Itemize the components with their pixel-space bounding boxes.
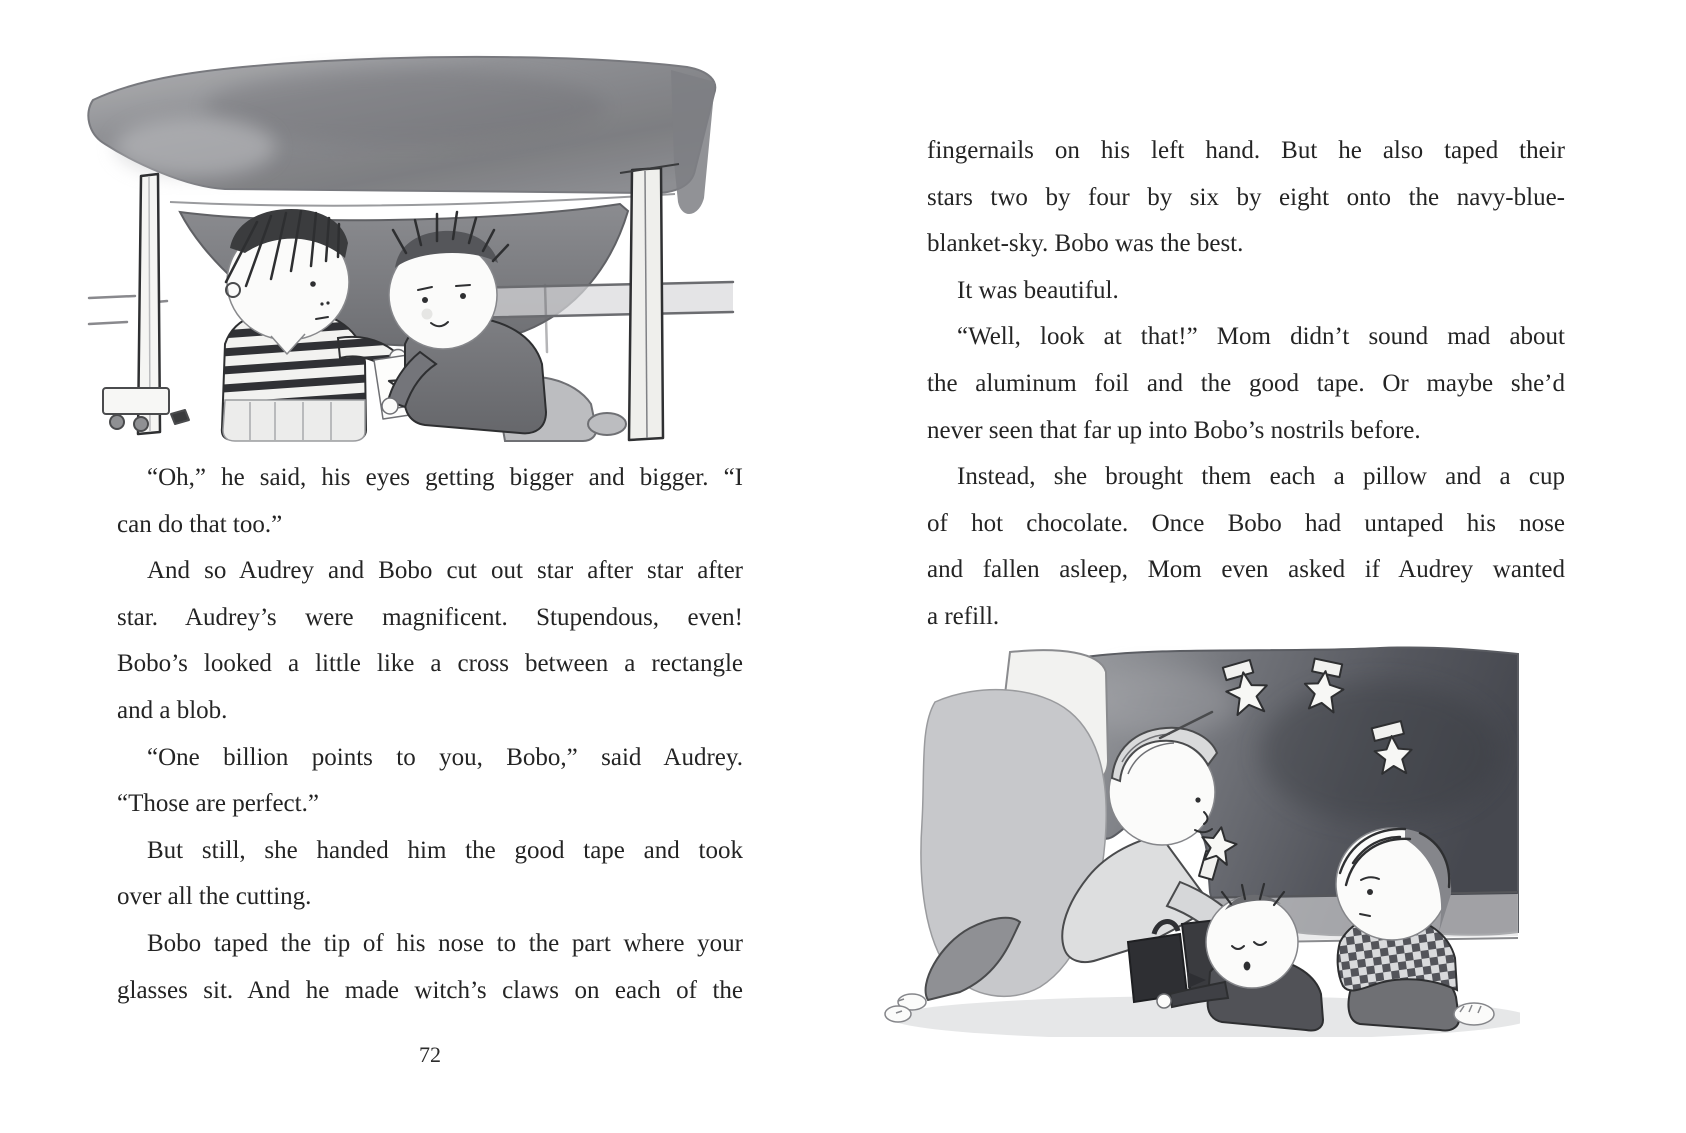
right-page-text	[927, 128, 1565, 641]
fort-blanket	[88, 57, 715, 214]
text-line: fingernails on his left hand. But he also taped their	[927, 137, 1565, 164]
text-line: Bobo taped the tip of his nose to the part where your	[147, 929, 743, 957]
text-line: star. Audrey’s were magnificent. Stupendous, even!	[117, 603, 743, 631]
text-line: and a blob.	[117, 696, 228, 724]
left-page-text	[117, 455, 743, 1014]
text-line: glasses sit. And he made witch’s claws on each of the	[117, 976, 743, 1004]
text-line: “Oh,” he said, his eyes getting bigger and bigger. “I	[147, 464, 743, 491]
text-line: never seen that far up into Bobo’s nostrils before.	[927, 416, 1421, 444]
text-line: Bobo’s looked a little like a cross between a rectangle	[117, 650, 743, 678]
blanket-fort-drawing	[75, 52, 735, 442]
text-line: stars two by four by six by eight onto the navy-blue-	[927, 183, 1565, 211]
text-line: can do that too.”	[117, 510, 283, 538]
text-line: “Well, look at that!” Mom didn’t sound mad about	[957, 323, 1565, 351]
text-line: of hot chocolate. Once Bobo had untaped his nose	[927, 509, 1565, 537]
toy-blocks	[103, 388, 189, 431]
illustration-blanket-fort	[75, 52, 735, 442]
illustration-star-blanket-night	[860, 642, 1520, 1037]
text-line: “One billion points to you, Bobo,” said Audrey.	[147, 743, 743, 771]
star-blanket-drawing	[860, 642, 1520, 1037]
text-line: and fallen asleep, Mom even asked if Audrey wanted	[927, 556, 1565, 584]
page-number: 72	[419, 1042, 441, 1067]
text-line: Instead, she brought them each a pillow and a cup	[957, 463, 1565, 491]
text-line: “Those are perfect.”	[117, 790, 319, 818]
text-line: the aluminum foil and the good tape. Or maybe she’d	[927, 369, 1565, 397]
text-line: over all the cutting.	[117, 883, 312, 911]
text-line: It was beautiful.	[957, 276, 1119, 304]
text-line: a refill.	[927, 602, 1000, 630]
text-line: But still, she handed him the good tape and took	[147, 836, 743, 864]
text-line: blanket-sky. Bobo was the best.	[927, 230, 1244, 258]
text-line: And so Audrey and Bobo cut out star after star after	[147, 557, 743, 585]
